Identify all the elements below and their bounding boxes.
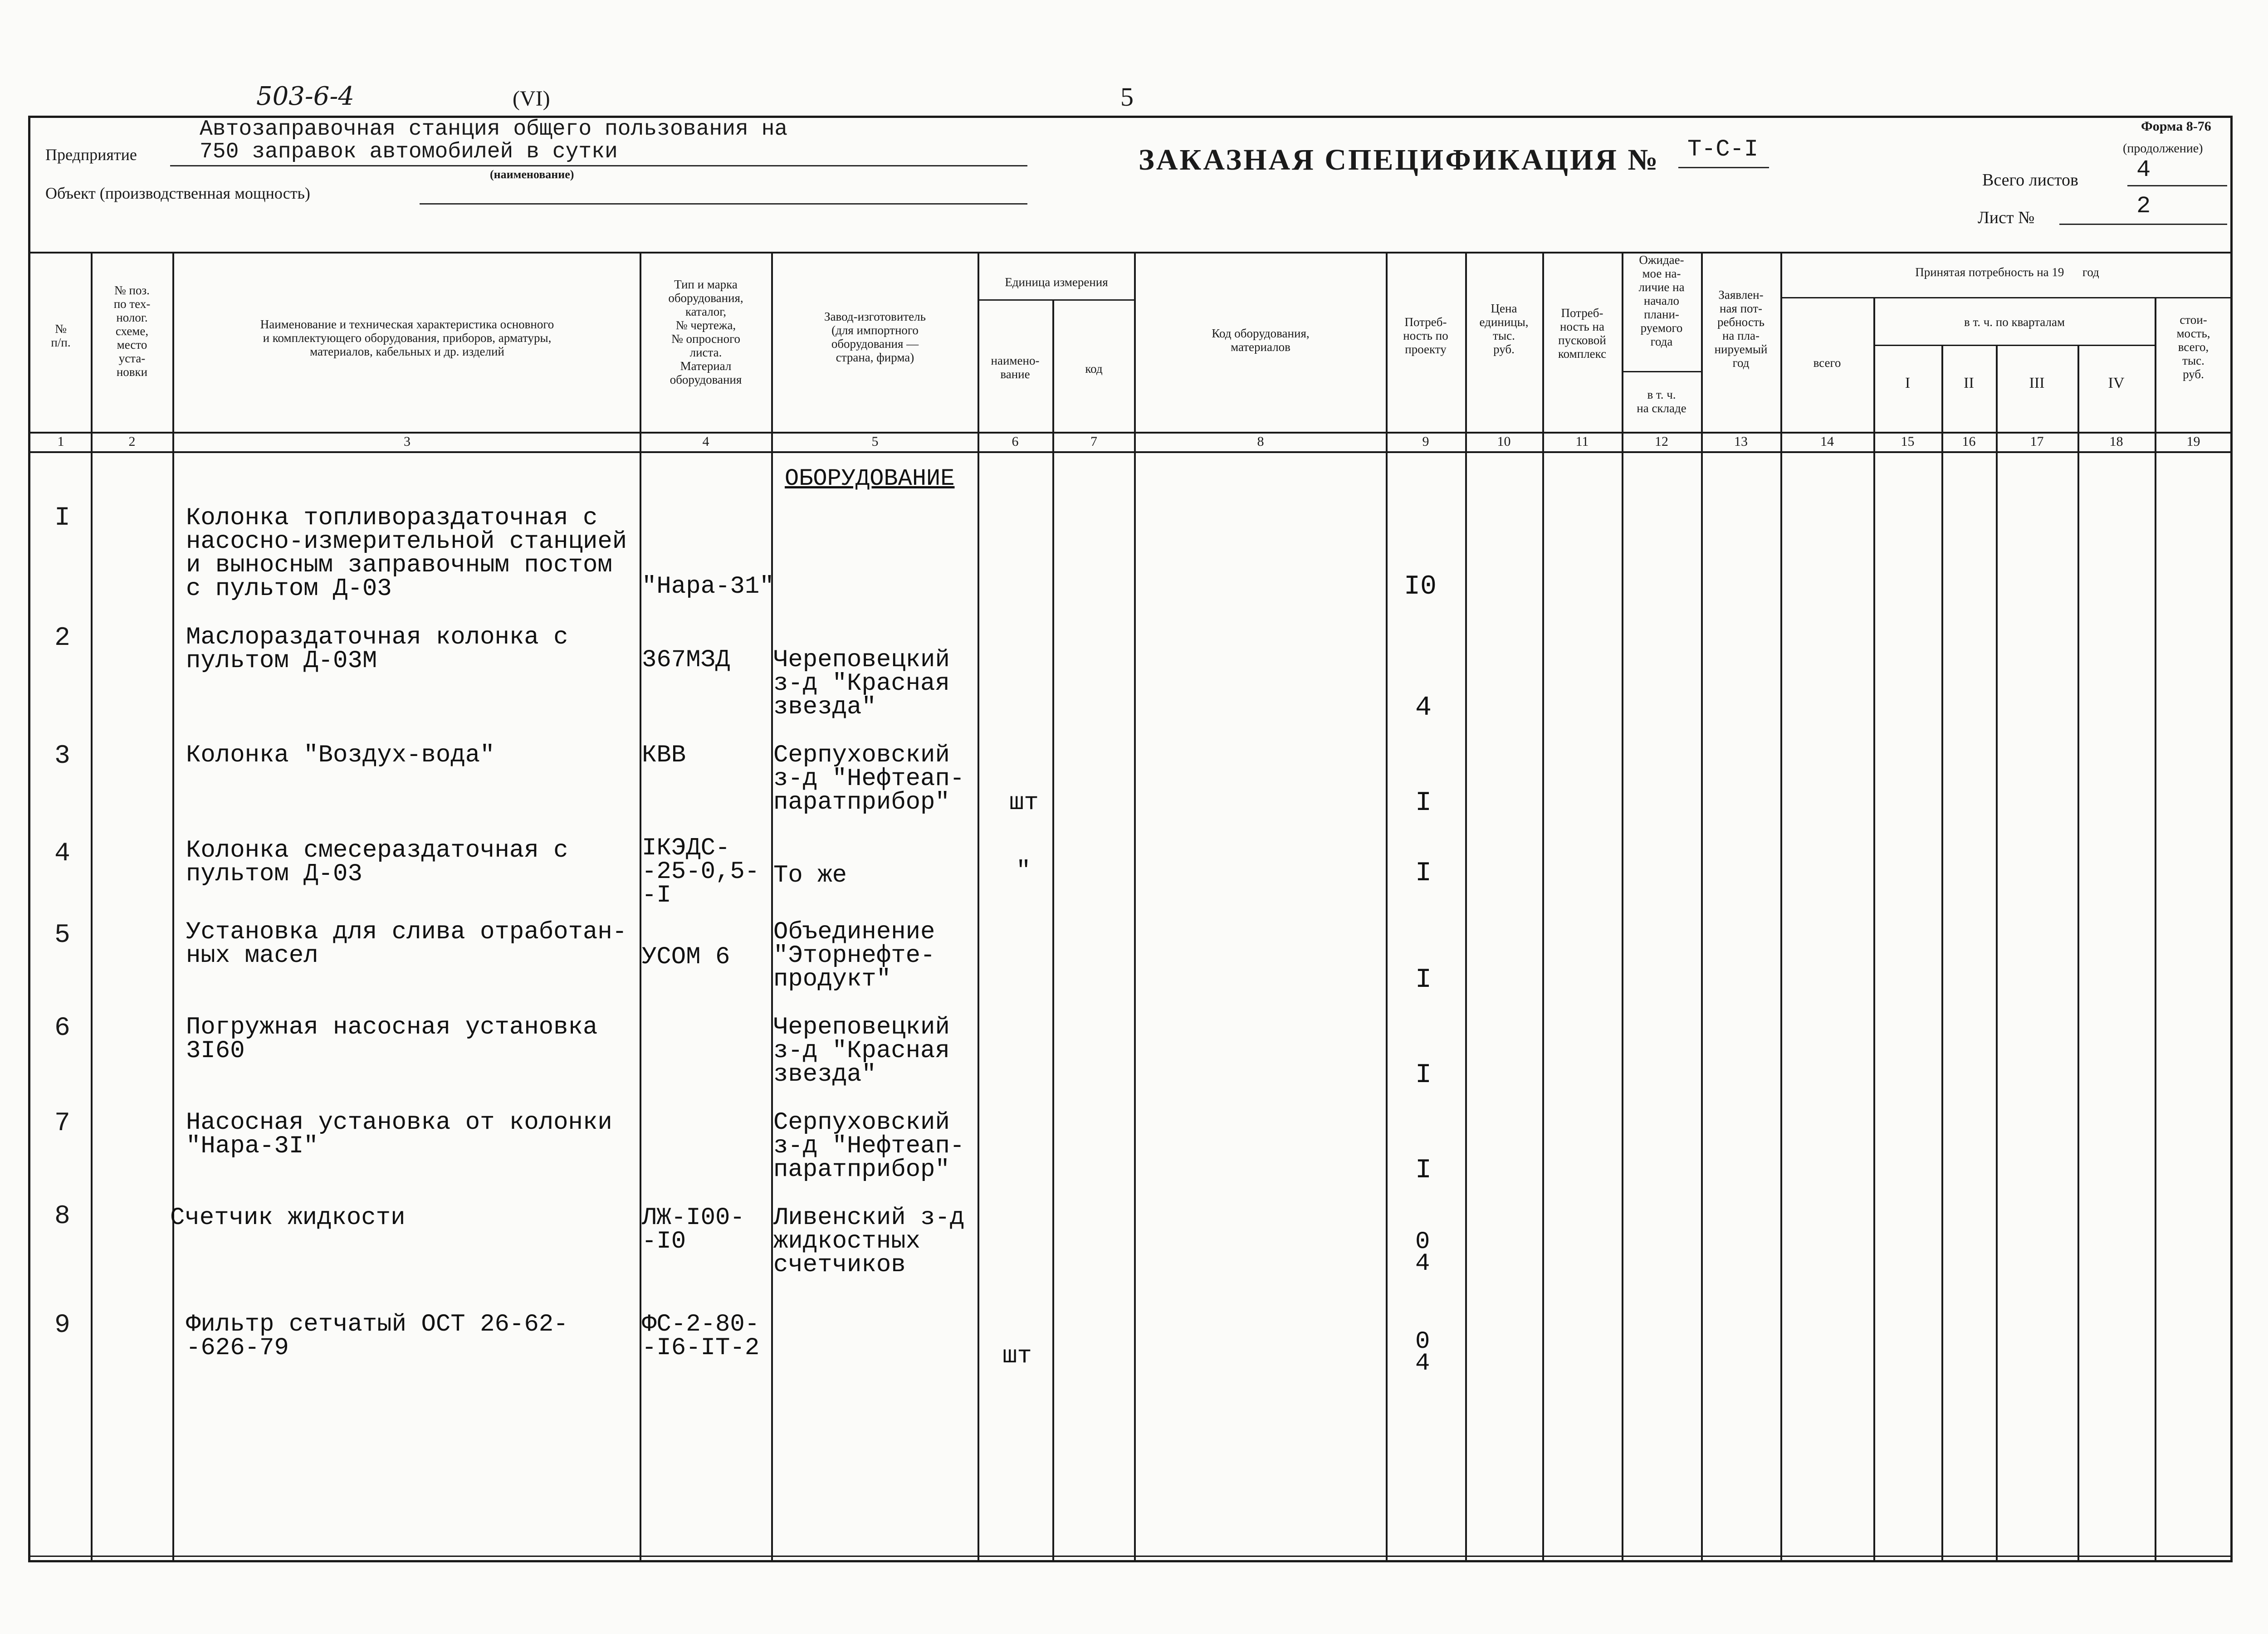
object-underline	[420, 203, 1027, 205]
enterprise-underline	[170, 165, 1027, 166]
row-type: КВВ	[642, 741, 686, 769]
col-header-13: Заявлен- ная пот- ребность на пла- нируемый год	[1714, 288, 1768, 370]
col-header-1: № п/п.	[51, 322, 71, 349]
row-unit: шт	[1009, 789, 1039, 817]
col-sep-17	[2077, 345, 2079, 1560]
row-number: 5	[54, 921, 70, 950]
row-number: 9	[54, 1311, 70, 1340]
form-note: (продолжение)	[2123, 141, 2203, 156]
object-label: Объект (производственная мощность)	[45, 184, 310, 202]
row-qty: 4	[1415, 693, 1432, 723]
col-header-11: Потреб- ность на пусковой комплекс	[1558, 306, 1607, 361]
row-maker: Череповецкий з-д "Красная звезда"	[773, 646, 950, 721]
col-header-19: стои- мость, всего, тыс. руб.	[2176, 313, 2210, 381]
col-num-7: 7	[1090, 434, 1097, 449]
row-number: 2	[54, 624, 70, 653]
row-qty: I	[1415, 1060, 1432, 1091]
col-num-11: 11	[1575, 434, 1589, 449]
quarters-group-rule	[1873, 345, 2155, 346]
row-name: Фильтр сетчатый ОСТ 26-62- -626-79	[186, 1311, 568, 1362]
sheet-underline	[2059, 224, 2227, 225]
col-num-15: 15	[1901, 434, 1915, 449]
row-qty: I	[1415, 1155, 1432, 1186]
col-header-8: Код оборудования, материалов	[1212, 327, 1310, 354]
row-name: Колонка топливораздаточная с насосно-измерительной станцией и выносным заправочным постом с пультом Д-03	[186, 504, 627, 603]
col-header-3: Наименование и техническая характеристика основного и комплектующего оборудования, приборов, арматуры, материалов, кабельных и др. изделий	[260, 317, 554, 358]
col-num-1: 1	[57, 434, 64, 449]
row-qty: 0 4	[1415, 1328, 1430, 1377]
row-maker: Объединение "Эторнефте- продукт"	[773, 918, 935, 993]
row-qty: I	[1415, 788, 1432, 819]
col-sep-7	[1134, 252, 1136, 1560]
col-header-6: наимено- вание	[991, 354, 1040, 381]
row-maker: То же	[773, 862, 847, 889]
col-header-12: Ожидае- мое на- личие на начало плани- руемого года	[1638, 253, 1685, 348]
row-name: Колонка смесераздаточная с пультом Д-03	[186, 837, 568, 888]
row-type: IКЭДС- -25-0,5- -I	[642, 834, 760, 909]
col-num-3: 3	[404, 434, 411, 449]
col-num-5: 5	[871, 434, 879, 449]
row-name: Установка для слива отработан- ных масел	[186, 918, 627, 970]
form-label: Форма 8-76	[2141, 119, 2211, 134]
spec-number: Т-С-I	[1687, 136, 1759, 163]
col-header-18: IV	[2108, 375, 2125, 391]
doc-code: 503-6-4	[256, 82, 354, 111]
section-mark: (VI)	[513, 87, 550, 111]
row-name: Счетчик жидкости	[170, 1204, 406, 1232]
col-num-10: 10	[1497, 434, 1511, 449]
row-number: 4	[54, 839, 70, 868]
col-num-16: 16	[1962, 434, 1976, 449]
row-type: УСОМ 6	[642, 943, 730, 971]
col-num-12: 12	[1655, 434, 1668, 449]
spec-title: ЗАКАЗНАЯ СПЕЦИФИКАЦИЯ №	[1139, 143, 1660, 176]
col-header-17: III	[2029, 375, 2045, 391]
row-maker: Ливенский з-д жидкостных счетчиков	[773, 1204, 965, 1279]
section-title: ОБОРУДОВАНИЕ	[785, 465, 955, 492]
row-number: I	[54, 503, 70, 533]
row-maker: Череповецкий з-д "Красная звезда"	[773, 1014, 950, 1088]
column-number-rule-top	[28, 432, 2233, 434]
col-header-accepted-group: Принятая потребность на 19 год	[1915, 265, 2099, 279]
row-qty: I0	[1404, 571, 1437, 602]
sheet-value: 2	[2136, 193, 2151, 219]
col-num-13: 13	[1734, 434, 1748, 449]
col-num-19: 19	[2186, 434, 2200, 449]
row-unit: "	[1016, 857, 1031, 885]
bottom-total-rule	[28, 1556, 2233, 1557]
enterprise-line-1: Автозаправочная станция общего пользования на	[200, 117, 788, 141]
col-header-4: Тип и марка оборудования, каталог, № чертежа, № опросного листа. Материал оборудования	[668, 278, 743, 386]
col-sep-3	[640, 252, 641, 1560]
row-qty: I	[1415, 858, 1432, 889]
col-header-10: Цена единицы, тыс. руб.	[1479, 302, 1529, 356]
total-sheets-label: Всего листов	[1982, 171, 2078, 190]
col-header-5: Завод-изготовитель (для импортного оборудования — страна, фирма)	[824, 310, 926, 364]
col-sep-15	[1941, 345, 1943, 1560]
row-number: 8	[54, 1202, 70, 1231]
col-num-14: 14	[1820, 434, 1834, 449]
name-caption: (наименование)	[490, 168, 574, 181]
col-header-unit-group: Единица измерения	[1005, 275, 1108, 289]
col-num-17: 17	[2030, 434, 2044, 449]
col-header-2: № поз. по тех- нолог. схеме, место уста- новки	[113, 283, 151, 379]
row-name: Насосная установка от колонки "Нара-3I"	[186, 1109, 612, 1160]
row-type: ФС-2-80- -I6-IТ-2	[642, 1311, 760, 1362]
col-sep-18	[2155, 297, 2156, 1560]
row-type: ЛЖ-I00- -I0	[642, 1204, 745, 1255]
total-sheets-value: 4	[2136, 156, 2151, 183]
row-type: 367МЗД	[642, 646, 730, 674]
col-num-4: 4	[702, 434, 709, 449]
col-header-15: I	[1905, 375, 1911, 391]
col-num-18: 18	[2109, 434, 2123, 449]
row-number: 3	[54, 741, 70, 771]
col-header-12b: в т. ч. на складе	[1637, 388, 1686, 415]
row-name: Погружная насосная установка 3I60	[186, 1014, 598, 1065]
row-name: Колонка "Воздух-вода"	[186, 741, 495, 769]
spec-number-underline	[1678, 167, 1769, 168]
total-sheets-underline	[2127, 185, 2227, 186]
accepted-group-rule	[1780, 297, 2233, 298]
row-number: 7	[54, 1109, 70, 1138]
col-num-8: 8	[1257, 434, 1264, 449]
col-sep-14	[1873, 297, 1875, 1560]
page-number: 5	[1120, 82, 1134, 112]
col-header-quarters-group: в т. ч. по кварталам	[1964, 315, 2065, 329]
row-name: Маслораздаточная колонка с пультом Д-03М	[186, 624, 568, 675]
row-maker: Серпуховский з-д "Нефтеап- паратприбор"	[773, 1109, 965, 1184]
unit-group-rule	[978, 299, 1134, 301]
col-num-6: 6	[1012, 434, 1019, 449]
col-sep-1	[91, 252, 93, 1560]
row-qty: 0 4	[1415, 1228, 1430, 1278]
col-header-14: всего	[1813, 356, 1841, 370]
col-header-7: код	[1085, 362, 1103, 376]
col-sep-16	[1996, 345, 1998, 1560]
row-number: 6	[54, 1014, 70, 1043]
row-unit: шт	[1002, 1342, 1032, 1370]
enterprise-line-2: 750 заправок автомобилей в сутки	[200, 140, 618, 164]
row-type: "Нара-31"	[642, 573, 774, 600]
row-qty: I	[1415, 965, 1432, 995]
col-header-16: II	[1964, 375, 1974, 391]
col-sep-6	[1052, 299, 1054, 1560]
column-number-rule-bottom	[28, 451, 2233, 453]
col-num-9: 9	[1422, 434, 1429, 449]
col-num-2: 2	[128, 434, 136, 449]
row-maker: Серпуховский з-д "Нефтеап- паратприбор"	[773, 741, 965, 816]
table-top-rule	[28, 252, 2233, 254]
enterprise-label: Предприятие	[45, 146, 137, 164]
col-sep-4	[771, 252, 773, 1560]
sheet-label: Лист №	[1978, 208, 2035, 227]
stock-split-rule	[1622, 371, 1701, 372]
col-sep-2	[172, 252, 174, 1560]
col-header-9: Потреб- ность по проекту	[1403, 315, 1448, 356]
